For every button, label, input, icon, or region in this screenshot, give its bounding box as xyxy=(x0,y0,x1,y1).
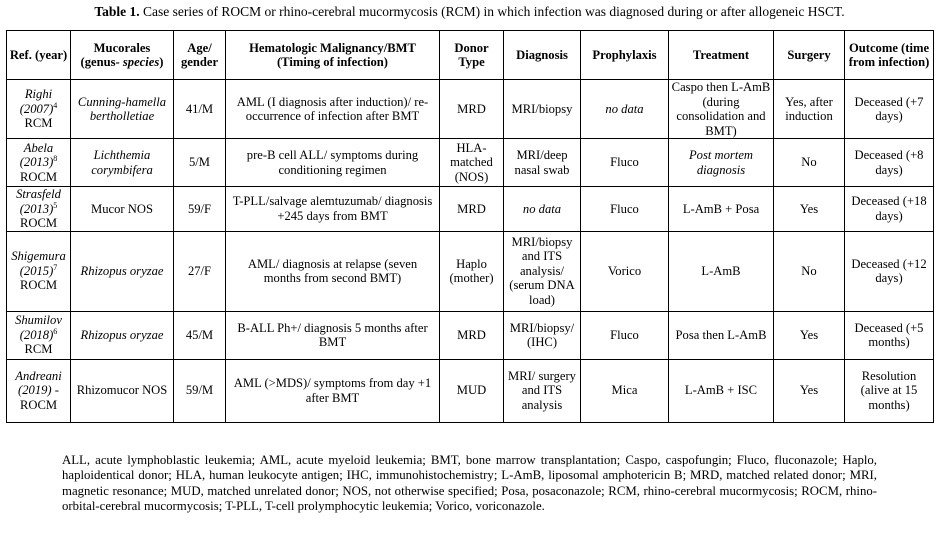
table-row xyxy=(7,231,934,311)
header-outcome: Outcome (time from infection) xyxy=(845,31,934,80)
donor-cell: HLA-matched (NOS) xyxy=(440,139,504,187)
diagnosis-cell: MRI/ surgery and ITS analysis xyxy=(504,359,581,422)
malignancy-cell: pre-B cell ALL/ symptoms during conditioning regimen xyxy=(226,139,440,187)
prophylaxis-cell: Mica xyxy=(581,359,669,422)
prophylaxis-cell: no data xyxy=(581,80,669,139)
donor-cell: MRD xyxy=(440,311,504,359)
age-cell: 45/M xyxy=(174,311,226,359)
header-row xyxy=(7,31,934,80)
prophylaxis-cell: Fluco xyxy=(581,139,669,187)
diagnosis-cell: MRI/biopsy and ITS analysis/ (serum DNA load) xyxy=(504,231,581,311)
age-cell: 59/F xyxy=(174,187,226,232)
table-caption xyxy=(0,2,939,22)
table-row xyxy=(7,139,934,187)
malignancy-cell: AML/ diagnosis at relapse (seven months from second BMT) xyxy=(226,231,440,311)
treatment-cell: L-AmB xyxy=(669,231,774,311)
outcome-cell: Deceased (+18 days) xyxy=(845,187,934,232)
ref-cell: Righi $(2007)^4$ RCM xyxy=(7,80,71,139)
age-cell: 27/F xyxy=(174,231,226,311)
header-ref: Ref. (year) xyxy=(7,31,71,80)
surgery-cell: Yes xyxy=(774,359,845,422)
treatment-cell: Post mortem diagnosis xyxy=(669,139,774,187)
diagnosis-cell: MRI/deep nasal swab xyxy=(504,139,581,187)
caption-text: Case series of ROCM or rhino-cerebral mucormycosis (RCM) in which infection was diagnosed during or after allogeneic HSCT. xyxy=(143,4,845,19)
surgery-cell: Yes xyxy=(774,187,845,232)
ref-cell: Strasfeld $(2013)^5$ ROCM xyxy=(7,187,71,232)
mucorales-cell: Cunning-hamella bertholletiae xyxy=(71,80,174,139)
treatment-cell: Posa then L-AmB xyxy=(669,311,774,359)
ref-cell: Andreani (2019) - ROCM xyxy=(7,359,71,422)
outcome-cell: Deceased (+8 days) xyxy=(845,139,934,187)
surgery-cell: No xyxy=(774,139,845,187)
table-footnote: ALL, acute lymphoblastic leukemia; AML, acute myeloid leukemia; BMT, bone marrow transplantation; Caspo, caspofungin; Fluco, fluconazole; Haplo, haploidentical donor; HLA, human leukocyte antigen; IHC, immunohistochemistry; L-AmB, liposomal amphotericin B; MRD, matched related donor; MRI, magnetic resonance; MUD, matched unrelated donor; NOS, not otherwise specified; Posa, posaconazole; RCM, rhino-cerebral mucormycosis; ROCM, rhino-orbital-cerebral mucormycosis; T-PLL, T-cell prolymphocytic leukemia; Vorico, voriconazole. xyxy=(62,453,877,514)
outcome-cell: Deceased (+12 days) xyxy=(845,231,934,311)
outcome-cell: Resolution (alive at 15 months) xyxy=(845,359,934,422)
treatment-cell: L-AmB + ISC xyxy=(669,359,774,422)
header-prophylaxis: Prophylaxis xyxy=(581,31,669,80)
surgery-cell: No xyxy=(774,231,845,311)
age-cell: 59/M xyxy=(174,359,226,422)
donor-cell: MRD xyxy=(440,187,504,232)
header-mucorales: Mucorales (genus- species) xyxy=(71,31,174,80)
treatment-cell: Caspo then L-AmB (during consolidation and BMT) xyxy=(669,80,774,139)
outcome-cell: Deceased (+7 days) xyxy=(845,80,934,139)
age-cell: 5/M xyxy=(174,139,226,187)
ref-cell: Abela $(2013)^8$ ROCM xyxy=(7,139,71,187)
table-row xyxy=(7,187,934,232)
age-cell: 41/M xyxy=(174,80,226,139)
table-row xyxy=(7,359,934,422)
header-treatment: Treatment xyxy=(669,31,774,80)
mucorales-cell: Rhizopus oryzae xyxy=(71,311,174,359)
malignancy-cell: AML (>MDS)/ symptoms from day +1 after BMT xyxy=(226,359,440,422)
malignancy-cell: T-PLL/salvage alemtuzumab/ diagnosis +245 days from BMT xyxy=(226,187,440,232)
prophylaxis-cell: Fluco xyxy=(581,187,669,232)
header-donor: Donor Type xyxy=(440,31,504,80)
donor-cell: MRD xyxy=(440,80,504,139)
case-series-table xyxy=(6,30,934,423)
mucorales-cell: Rhizopus oryzae xyxy=(71,231,174,311)
diagnosis-cell: MRI/biopsy/ (IHC) xyxy=(504,311,581,359)
surgery-cell: Yes, after induction xyxy=(774,80,845,139)
mucorales-cell: Mucor NOS xyxy=(71,187,174,232)
table-row xyxy=(7,311,934,359)
header-age: Age/ gender xyxy=(174,31,226,80)
mucorales-cell: Rhizomucor NOS xyxy=(71,359,174,422)
donor-cell: Haplo (mother) xyxy=(440,231,504,311)
table-label: Table 1. xyxy=(94,4,140,19)
ref-cell: Shigemura $(2015)^7$ ROCM xyxy=(7,231,71,311)
outcome-cell: Deceased (+5 months) xyxy=(845,311,934,359)
prophylaxis-cell: Vorico xyxy=(581,231,669,311)
header-surgery: Surgery xyxy=(774,31,845,80)
table-row xyxy=(7,80,934,139)
diagnosis-cell: MRI/biopsy xyxy=(504,80,581,139)
header-diagnosis: Diagnosis xyxy=(504,31,581,80)
malignancy-cell: AML (I diagnosis after induction)/ re-occurrence of infection after BMT xyxy=(226,80,440,139)
prophylaxis-cell: Fluco xyxy=(581,311,669,359)
diagnosis-cell: no data xyxy=(504,187,581,232)
header-malignancy: Hematologic Malignancy/BMT (Timing of infection) xyxy=(226,31,440,80)
donor-cell: MUD xyxy=(440,359,504,422)
ref-cell: Shumilov $(2018)^6$ RCM xyxy=(7,311,71,359)
treatment-cell: L-AmB + Posa xyxy=(669,187,774,232)
surgery-cell: Yes xyxy=(774,311,845,359)
malignancy-cell: B-ALL Ph+/ diagnosis 5 months after BMT xyxy=(226,311,440,359)
mucorales-cell: Lichthemia corymbifera xyxy=(71,139,174,187)
